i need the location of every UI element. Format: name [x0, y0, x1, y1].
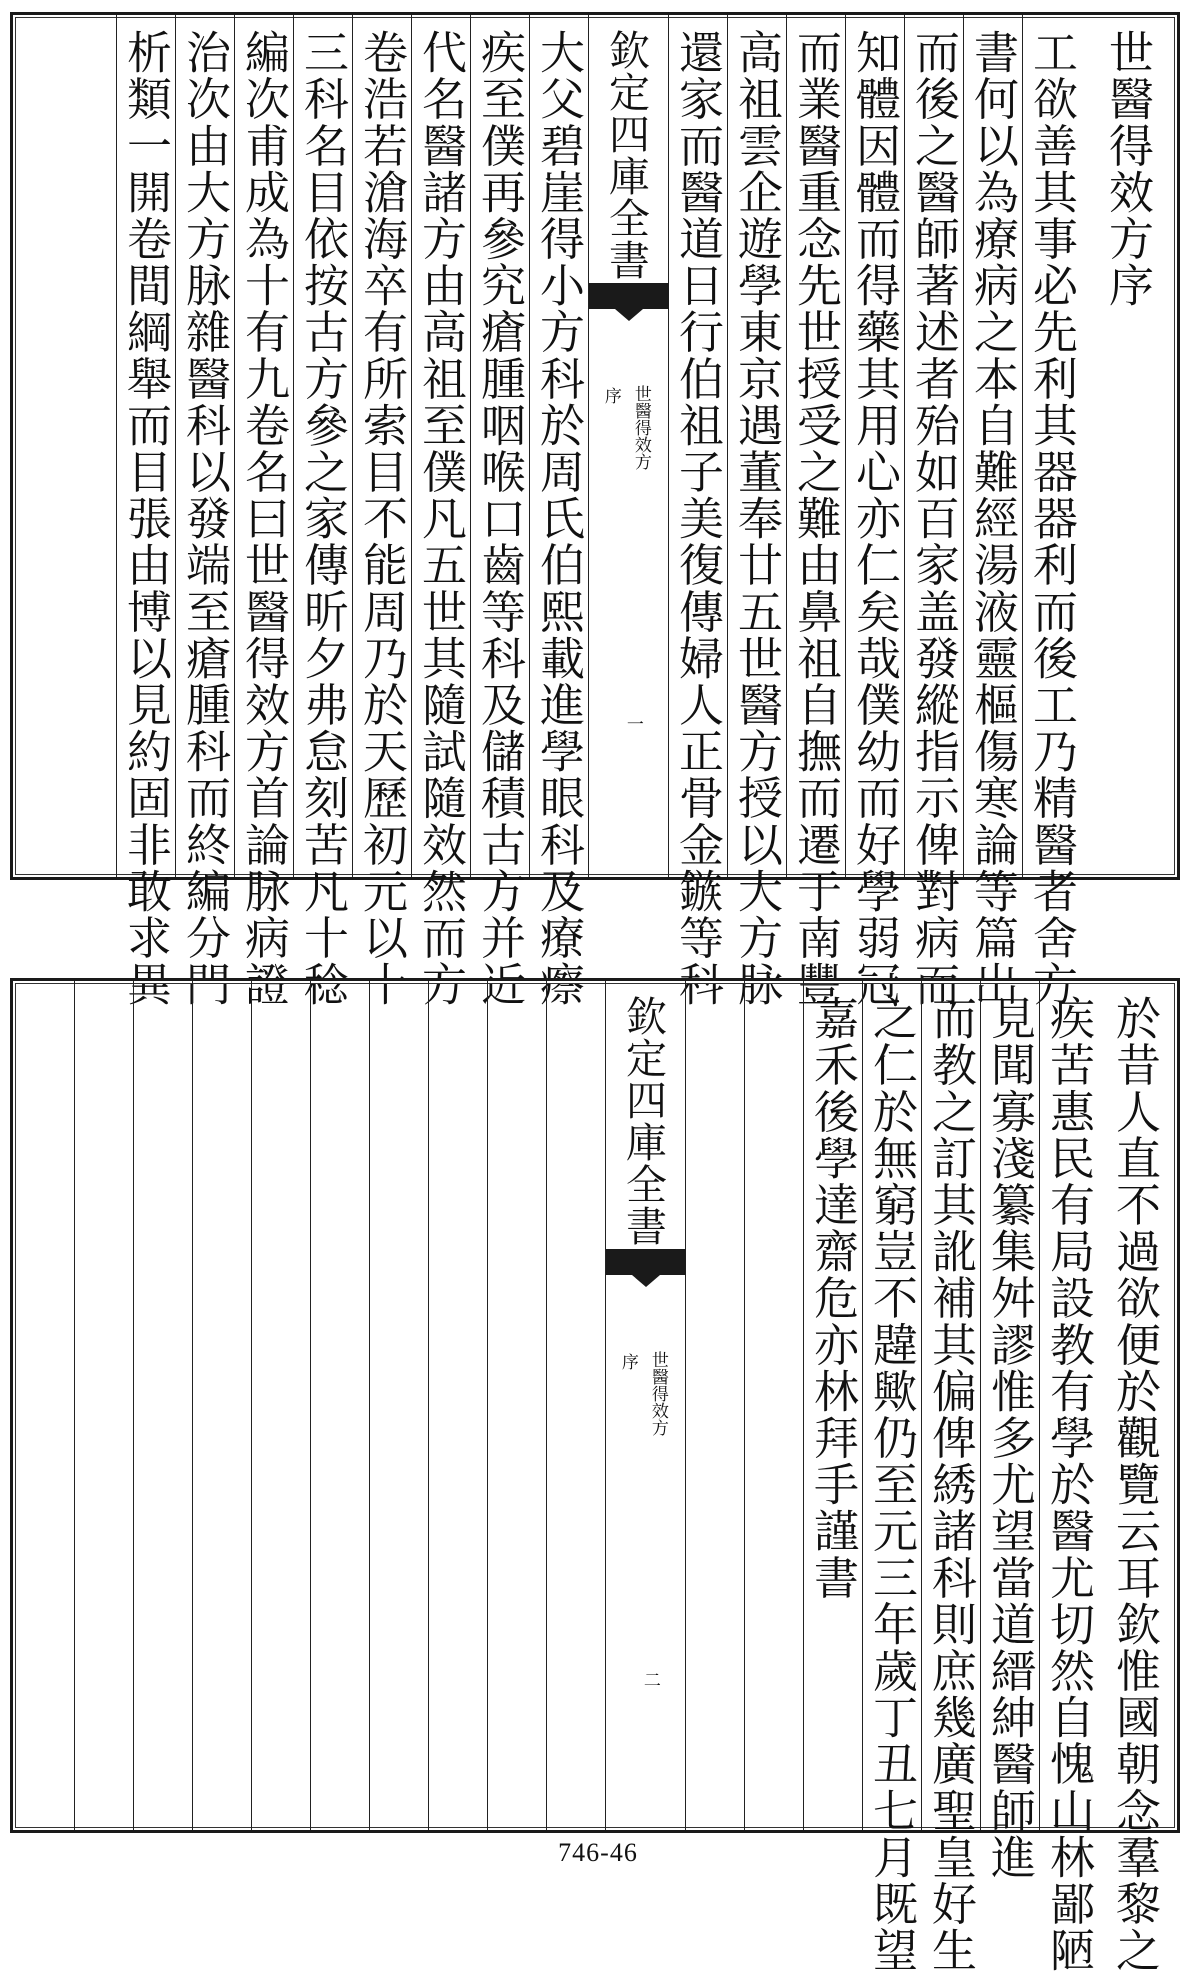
text-column: 知體因體而得藥其用心亦仁矣哉僕幼而好學弱冠: [845, 15, 904, 877]
empty-column: [133, 981, 192, 1830]
empty-column: [310, 981, 369, 1830]
text-column: 卷浩若滄海卒有所索目不能周乃於天歷初元以十: [352, 15, 411, 877]
text-column: 而業醫重念先世授受之難由鼻祖自撫而遷于南豐: [786, 15, 845, 877]
text-column: 書何以為療病之本自難經湯液靈樞傷寒論等篇出: [963, 15, 1022, 877]
empty-column: [369, 981, 428, 1830]
signature-line: 嘉禾後學達齋危亦林拜手謹書: [806, 995, 859, 1601]
empty-column: [744, 981, 803, 1830]
section-title: 世醫得效方: [630, 385, 651, 470]
text-column: 疾至僕再參究瘡腫咽喉口齒等科及儲積古方并近: [470, 15, 529, 877]
text-column: [803, 981, 862, 1830]
empty-column: [428, 981, 487, 1830]
text-column: 之仁於無窮豈不韙歟仍至元三年歲丁丑七月既望: [862, 981, 921, 1830]
book-title: 欽定四庫全書: [619, 995, 667, 1247]
folio-number: 一: [622, 715, 643, 732]
empty-column: [685, 981, 744, 1830]
text-column: 還家而醫道日行伯祖子美復傳婦人正骨金鏃等科: [668, 15, 727, 877]
text-column: 見聞寡淺纂集舛謬惟多尤望當道縉紳醫師進: [980, 981, 1039, 1830]
section-type: 序: [600, 387, 621, 404]
text-column: 疾苦惠民有局設教有學於醫尤切然自愧山林鄙陋: [1039, 981, 1098, 1830]
text-column: [1081, 15, 1180, 877]
text-column: 大父碧崖得小方科於周氏伯熙載進學眼科及療瘵: [529, 15, 588, 877]
text-column: 代名醫諸方由高祖至僕凡五世其隨試隨效然而方: [411, 15, 470, 877]
page-number: 746-46: [558, 1838, 638, 1867]
text-column: 高祖雲企遊學東京遇董奉廿五世醫方授以大方脉: [727, 15, 786, 877]
book-title: 欽定四庫全書: [602, 29, 650, 281]
center-banner: [605, 981, 686, 1830]
folio-number: 二: [639, 1671, 660, 1688]
empty-column: [546, 981, 605, 1830]
text-column: 工欲善其事必先利其器器利而後工乃精醫者舍方: [1022, 15, 1081, 877]
fish-tail-mark: [606, 1249, 686, 1275]
center-banner: [588, 15, 669, 877]
empty-column: [251, 981, 310, 1830]
empty-column: [487, 981, 546, 1830]
fish-tail-mark: [589, 283, 669, 309]
text-column: 於昔人直不過欲便於觀覽云耳欽惟國朝念羣黎之: [1108, 995, 1161, 1974]
text-column: 析類一開卷間綱舉而目張由博以見約固非敢求異: [116, 15, 175, 877]
preface-title: 世醫得效方序: [1101, 29, 1154, 309]
text-column: 治次由大方脉雜醫科以發端至瘡腫科而終編分門: [175, 15, 234, 877]
top-page: [10, 12, 1180, 1008]
section-type: 序: [617, 1353, 638, 1370]
text-column: 而教之訂其訛補其偏俾綉諸科則庶幾廣聖皇好生: [921, 981, 980, 1830]
text-column: 三科名目依按古方參之家傳昕夕弗怠刻苦凡十稔: [293, 15, 352, 877]
empty-column: [74, 981, 133, 1830]
text-column: 而後之醫師著述者殆如百家盖發縱指示俾對病而: [904, 15, 963, 877]
text-column: 編次甫成為十有九卷名曰世醫得效方首論脉病證: [234, 15, 293, 877]
empty-column: [192, 981, 251, 1830]
section-title: 世醫得效方: [647, 1351, 668, 1436]
